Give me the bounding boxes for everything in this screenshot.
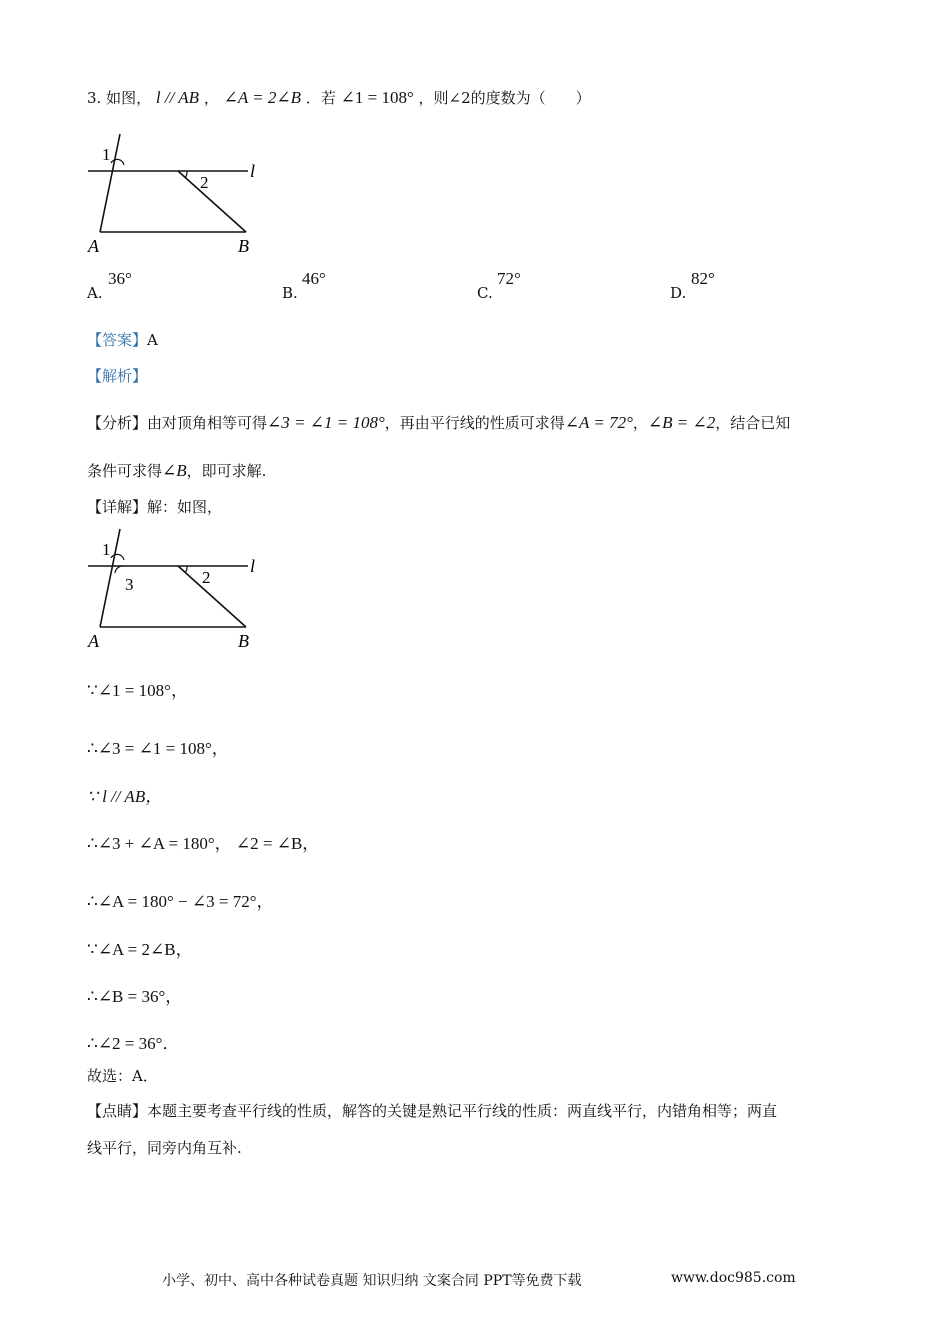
- option-d-value: 82°: [691, 269, 715, 288]
- fenxi-text: ，即可求解.: [186, 462, 267, 480]
- dianjing-tag: 【点睛】: [87, 1102, 148, 1120]
- fenxi-text: ，结合已知: [715, 414, 791, 432]
- label-line-l: l: [250, 161, 256, 181]
- solution-step: ∴∠B = 36°，: [87, 987, 183, 1006]
- stem-separator: ，: [203, 89, 219, 107]
- answer-line: [87, 330, 158, 350]
- question-stem: [87, 88, 591, 108]
- answer-value: A: [147, 331, 158, 349]
- label-angle-2: 2: [202, 568, 211, 587]
- label-point-a: A: [88, 631, 99, 651]
- detail-text: 解：如图，: [147, 498, 223, 516]
- ratio-expression: ∠A = 2∠B: [223, 88, 302, 107]
- answer-tag: 【答案】: [87, 331, 148, 349]
- fenxi-expression: ∠B: [162, 461, 187, 480]
- stem-separator: ．若: [305, 89, 336, 107]
- label-point-a: A: [88, 236, 99, 256]
- dianjing-text: 本题主要考查平行线的性质，解答的关键是熟记平行线的性质：两直线平行，内错角相等；两直: [147, 1102, 778, 1120]
- option-d-letter[interactable]: D.: [670, 284, 687, 302]
- given-expression: ∠1 = 108°: [340, 88, 414, 107]
- segment-transversal-b: [178, 566, 246, 627]
- dianjing-line-2: 线平行，同旁内角互补.: [87, 1139, 242, 1157]
- label-point-b: B: [238, 631, 249, 651]
- option-a-value: 36°: [108, 269, 132, 288]
- fenxi-expression: ∠B = ∠2: [647, 413, 716, 432]
- option-c-value: 72°: [497, 269, 521, 288]
- solution-step: ∴∠3 = ∠1 = 108°，: [87, 739, 229, 758]
- fenxi-tag: 【分析】: [87, 414, 148, 432]
- label-angle-2: 2: [200, 173, 209, 192]
- stem-text: ，则∠2的度数为（ ）: [418, 89, 591, 107]
- label-point-b: B: [238, 236, 249, 256]
- solution-step: ∵∠A = 2∠B，: [87, 940, 193, 959]
- analysis-tag: 【解析】: [87, 367, 148, 385]
- footer-text: 小学、初中、高中各种试卷真题 知识归纳 文案合同 PPT等免费下载: [162, 1273, 582, 1289]
- fenxi-expression: ∠3 = ∠1 = 108°: [267, 413, 385, 432]
- angle-2-arc: [185, 171, 187, 178]
- solution-step: ∵∠1 = 108°，: [87, 681, 188, 700]
- label-angle-1: 1: [102, 145, 111, 164]
- conclusion: 故选：A．: [87, 1067, 158, 1085]
- option-b-letter[interactable]: B.: [282, 284, 298, 302]
- footer-link[interactable]: www.doc985.com: [671, 1270, 796, 1286]
- angle-3-arc: [115, 566, 124, 573]
- fenxi-text: 条件可求得: [87, 462, 163, 480]
- question-number: 3.: [87, 89, 102, 107]
- parallel-expression: l // AB: [155, 88, 200, 107]
- dianjing-line-1: [87, 1101, 777, 1121]
- solution-step: ∴∠A = 180° − ∠3 = 72°，: [87, 892, 274, 911]
- stem-text: 如图，: [106, 89, 152, 107]
- label-angle-3: 3: [125, 575, 134, 594]
- geometry-figure-1: [80, 130, 280, 260]
- angle-2-arc: [185, 566, 187, 573]
- fenxi-text: 由对顶角相等可得: [147, 414, 268, 432]
- segment-transversal-b: [178, 171, 246, 232]
- detail-line: [87, 497, 222, 517]
- solution-step: ∵ l // AB，: [87, 787, 163, 806]
- angle-1-arc: [111, 159, 124, 165]
- option-a-letter[interactable]: A.: [87, 284, 103, 302]
- detail-tag: 【详解】: [87, 498, 148, 516]
- geometry-figure-2: [80, 526, 280, 656]
- fenxi-text: ，再由平行线的性质可求得: [384, 414, 565, 432]
- label-line-l: l: [250, 556, 256, 576]
- option-c-letter[interactable]: C.: [477, 284, 493, 302]
- solution-step: ∴∠3 + ∠A = 180°， ∠2 = ∠B，: [87, 834, 320, 853]
- fenxi-line-2: [87, 461, 266, 481]
- fenxi-text: ，: [632, 414, 648, 432]
- option-b-value: 46°: [302, 269, 326, 288]
- label-angle-1: 1: [102, 540, 111, 559]
- solution-step: ∴∠2 = 36°．: [87, 1034, 180, 1053]
- angle-1-arc: [111, 554, 124, 560]
- fenxi-expression: ∠A = 72°: [564, 413, 633, 432]
- fenxi-line-1: [87, 413, 790, 433]
